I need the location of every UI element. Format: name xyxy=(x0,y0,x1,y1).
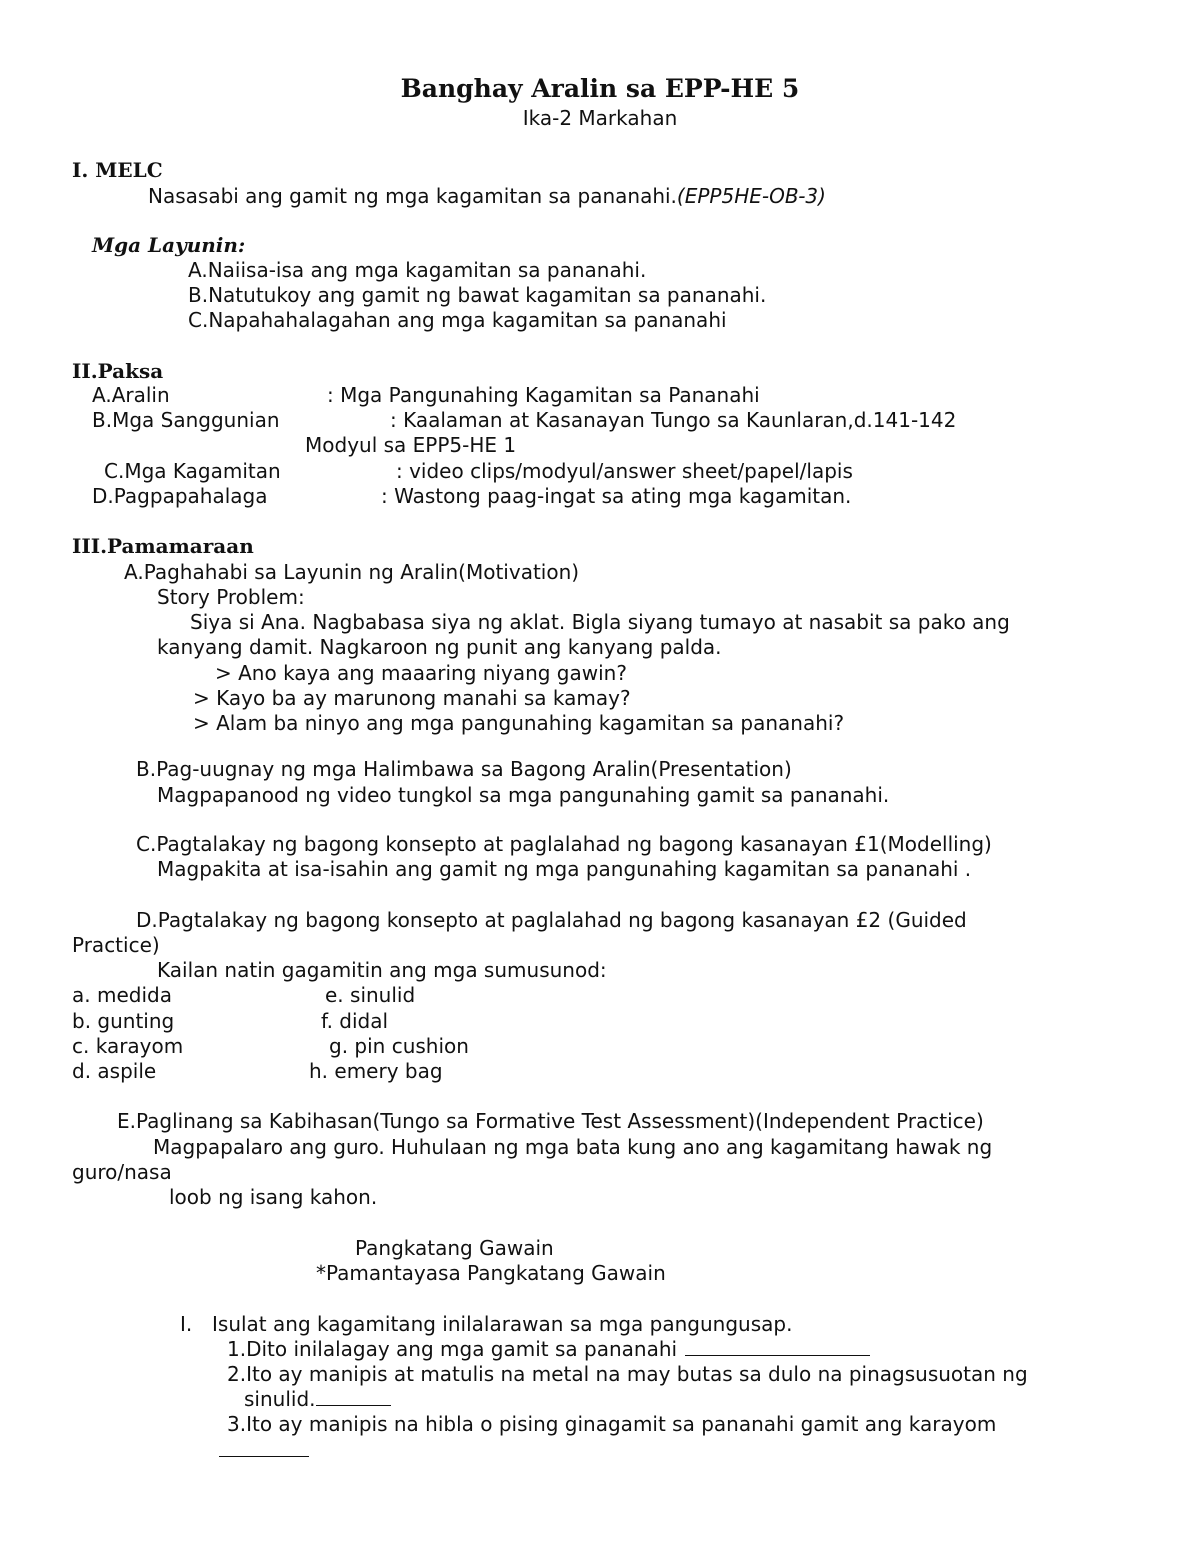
step-b-title: B.Pag-uugnay ng mga Halimbawa sa Bagong Aralin(Presentation) xyxy=(136,757,792,781)
tool-item: a. medida xyxy=(72,983,172,1007)
layunin-item: C.Napahahalagahan ang mga kagamitan sa pananahi xyxy=(188,308,727,332)
layunin-item: A.Naiisa-isa ang mga kagamitan sa pananahi. xyxy=(188,258,647,282)
layunin-item: B.Natutukoy ang gamit ng bawat kagamitan sa pananahi. xyxy=(188,283,767,307)
section-paksa-heading: II.Paksa xyxy=(72,359,164,383)
melc-code: (EPP5HE-OB-3) xyxy=(676,184,826,208)
question-item-3: 3.Ito ay manipis na hibla o pising ginagamit sa pananahi gamit ang karayom xyxy=(227,1412,997,1436)
melc-statement: Nasasabi ang gamit ng mga kagamitan sa pananahi. xyxy=(148,184,677,208)
step-b-text: Magpapanood ng video tungkol sa mga pangunahing gamit sa pananahi. xyxy=(157,783,890,807)
question-item: > Ano kaya ang maaaring niyang gawin? xyxy=(215,661,627,685)
step-d-title: D.Pagtalakay ng bagong konsepto at paglalahad ng bagong kasanayan £2 (Guided xyxy=(136,908,967,932)
question-item-1 xyxy=(227,1337,870,1362)
tool-item: c. karayom xyxy=(72,1034,184,1058)
story-text: kanyang damit. Nagkaroon ng punit ang kanyang palda. xyxy=(157,635,722,659)
question-text: 1.Dito inilalagay ang mga gamit sa pananahi xyxy=(227,1337,678,1361)
section-melc-heading: I. MELC xyxy=(72,158,163,182)
page-subtitle: Ika-2 Markahan xyxy=(522,106,678,130)
answer-blank[interactable] xyxy=(316,1387,391,1406)
paksa-value: : Kaalaman at Kasanayan Tungo sa Kaunlaran,d.141-142 xyxy=(390,408,957,432)
paksa-value: : Wastong paag-ingat sa ating mga kagamitan. xyxy=(381,484,852,508)
story-label: Story Problem: xyxy=(157,585,305,609)
question-text: sinulid. xyxy=(244,1387,316,1411)
paksa-label: A.Aralin xyxy=(92,383,170,407)
step-e-text: guro/nasa xyxy=(72,1160,172,1184)
paksa-value: : video clips/modyul/answer sheet/papel/lapis xyxy=(396,459,853,483)
question-item-2: 2.Ito ay manipis at matulis na metal na may butas sa dulo na pinagsusuotan ng xyxy=(227,1362,1028,1386)
answer-blank[interactable] xyxy=(685,1337,870,1356)
answer-blank[interactable] xyxy=(219,1438,309,1457)
page-title: Banghay Aralin sa EPP-HE 5 xyxy=(400,74,800,103)
step-d-intro: Kailan natin gagamitin ang mga sumusunod: xyxy=(157,958,607,982)
step-c-text: Magpakita at isa-isahin ang gamit ng mga pangunahing kagamitan sa pananahi . xyxy=(157,857,972,881)
section-pamamaraan-heading: III.Pamamaraan xyxy=(72,534,254,558)
question-item-2-cont xyxy=(244,1387,391,1412)
paksa-value: Modyul sa EPP5-HE 1 xyxy=(305,433,517,457)
step-e-text: loob ng isang kahon. xyxy=(169,1185,378,1209)
tool-item: e. sinulid xyxy=(325,983,416,1007)
step-c-title: C.Pagtalakay ng bagong konsepto at paglalahad ng bagong kasanayan £1(Modelling) xyxy=(136,832,992,856)
step-d-title-cont: Practice) xyxy=(72,933,160,957)
gawain-instruction-number: I. xyxy=(180,1312,193,1336)
tool-item: d. aspile xyxy=(72,1059,157,1083)
tool-item: h. emery bag xyxy=(309,1059,443,1083)
gawain-subtitle: *Pamantayasa Pangkatang Gawain xyxy=(316,1261,666,1285)
step-a-title: A.Paghahabi sa Layunin ng Aralin(Motivation) xyxy=(124,560,580,584)
question-item: > Alam ba ninyo ang mga pangunahing kagamitan sa pananahi? xyxy=(193,711,845,735)
paksa-label: D.Pagpapahalaga xyxy=(92,484,268,508)
step-e-title: E.Paglinang sa Kabihasan(Tungo sa Formative Test Assessment)(Independent Practice) xyxy=(117,1109,984,1133)
question-item: > Kayo ba ay marunong manahi sa kamay? xyxy=(193,686,631,710)
tool-item: g. pin cushion xyxy=(329,1034,469,1058)
gawain-instruction: Isulat ang kagamitang inilalarawan sa mga pangungusap. xyxy=(212,1312,793,1336)
melc-text xyxy=(148,184,826,209)
tool-item: b. gunting xyxy=(72,1009,175,1033)
paksa-label: B.Mga Sanggunian xyxy=(92,408,280,432)
question-item-3-blank xyxy=(219,1438,309,1463)
paksa-label: C.Mga Kagamitan xyxy=(104,459,281,483)
step-e-text: Magpapalaro ang guro. Huhulaan ng mga bata kung ano ang kagamitang hawak ng xyxy=(153,1135,993,1159)
story-text: Siya si Ana. Nagbabasa siya ng aklat. Bigla siyang tumayo at nasabit sa pako ang xyxy=(190,610,1010,634)
layunin-heading: Mga Layunin: xyxy=(92,233,246,257)
gawain-title: Pangkatang Gawain xyxy=(355,1236,554,1260)
paksa-value: : Mga Pangunahing Kagamitan sa Pananahi xyxy=(327,383,760,407)
tool-item: f. didal xyxy=(321,1009,389,1033)
